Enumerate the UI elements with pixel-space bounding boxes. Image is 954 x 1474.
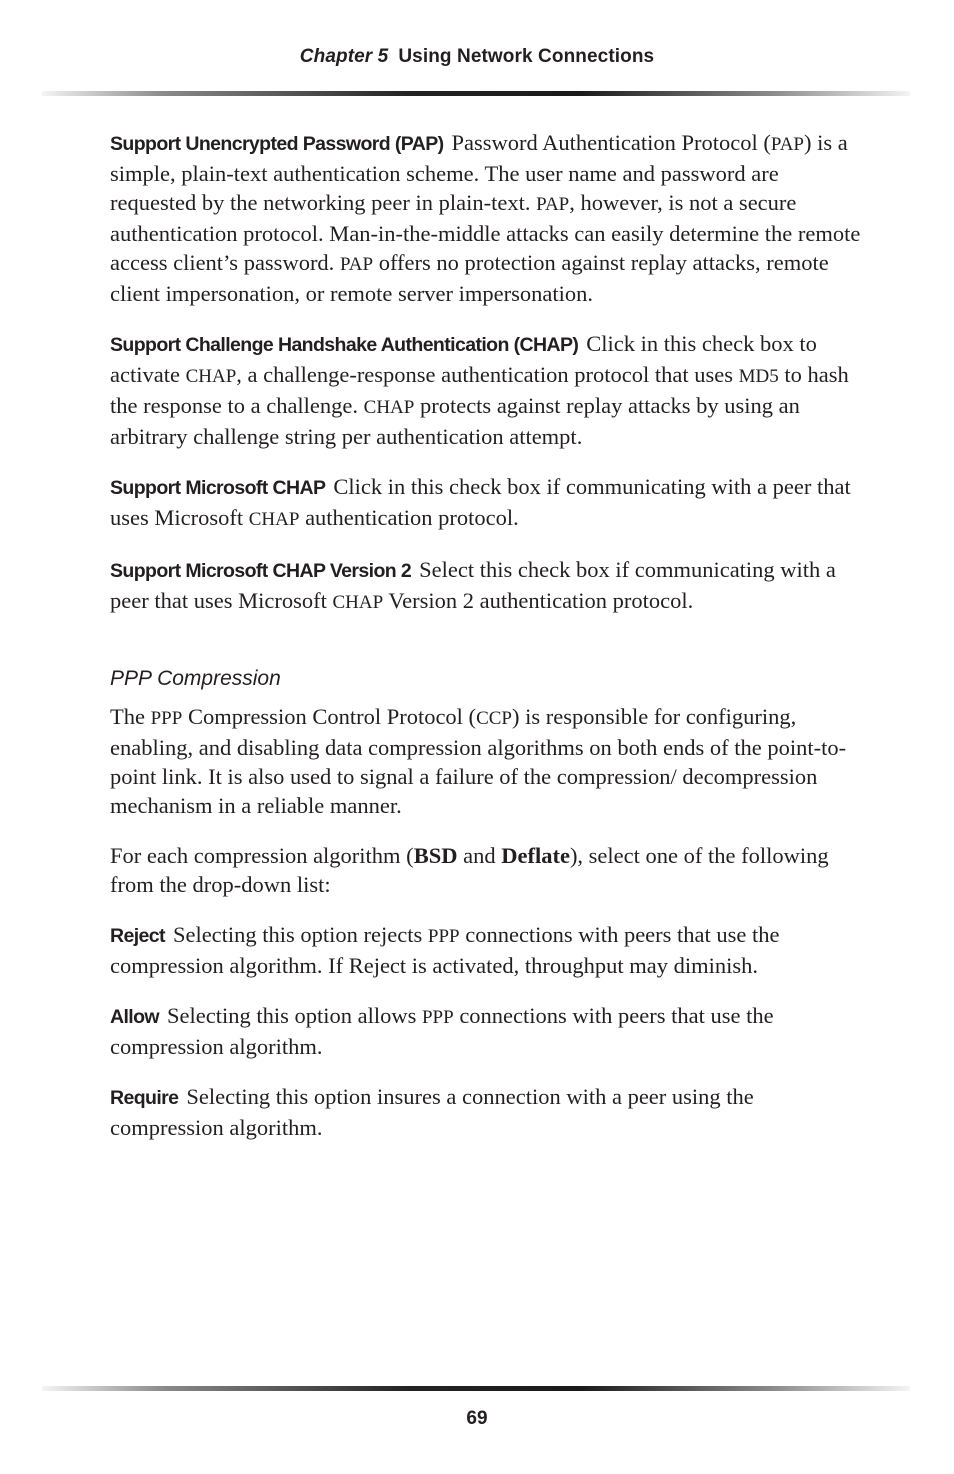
term-label: Support Challenge Handshake Authentication (CHAP) [110,334,579,356]
intro-paragraph: The PPP Compression Control Protocol (CCP) is responsible for configuring, enabling, and disabling data compression algorithms on both ends of the point-to-point link. It is also used to signal a failure of the compression/ decompression mechanism in a reliable manner. [110,704,847,818]
term-label: Support Unencrypted Password (PAP) [110,133,444,155]
page-number: 69 [466,1408,488,1429]
definition-ms-chap-v2: Support Microsoft CHAP Version 2 Select this check box if communicating with a peer that uses Microsoft CHAP Version 2 authentication protocol. [110,557,836,613]
term-label: Support Microsoft CHAP [110,477,326,499]
algorithm-paragraph: For each compression algorithm (BSD and Deflate), select one of the following from the drop-down list: [110,843,829,897]
option-require: Require Selecting this option insures a connection with a peer using the compression algorithm. [110,1084,754,1140]
term-label: Require [110,1087,179,1109]
footer-rule [42,1386,910,1391]
term-label: Allow [110,1006,159,1028]
chapter-label: Chapter 5 [299,46,389,67]
term-label: Reject [110,925,165,947]
definition-ms-chap: Support Microsoft CHAP Click in this check box if communicating with a peer that uses Microsoft CHAP authentication protocol. [110,474,851,530]
option-reject: Reject Selecting this option rejects PPP connections with peers that use the compression algorithm. If Reject is activated, throughput may diminish. [110,922,780,978]
term-label: Support Microsoft CHAP Version 2 [110,560,412,582]
definition-chap: Support Challenge Handshake Authentication (CHAP) Click in this check box to activate CHAP, a challenge-response authentication protocol that uses MD5 to hash the response to a challenge. CHAP protects against replay attacks by using an arbitrary challenge string per authentication attempt. [110,331,849,449]
header-rule [42,91,910,96]
chapter-title: Using Network Connections [398,46,655,67]
definition-pap: Support Unencrypted Password (PAP) Password Authentication Protocol (PAP) is a simple, plain-text authentication scheme. The user name and password are requested by the networking peer in plain-text. PAP, however, is not a secure authentication protocol. Man-in-the-middle attacks can easily determine the remote access client’s password. PAP offers no protection against replay attacks, remote client impersonation, or remote server impersonation. [110,130,861,306]
option-allow: Allow Selecting this option allows PPP connections with peers that use the compression algorithm. [110,1003,774,1059]
section-heading: PPP Compression [110,667,281,690]
page-content [110,128,862,1163]
running-header [0,46,954,68]
